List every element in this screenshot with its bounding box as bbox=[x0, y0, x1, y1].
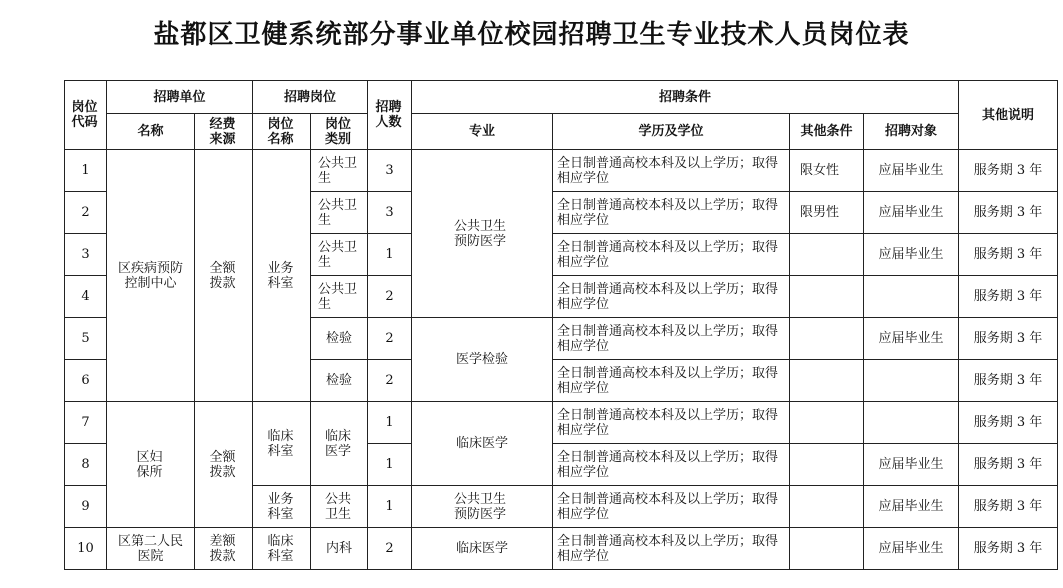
cell-other bbox=[790, 444, 864, 486]
header-education: 学历及学位 bbox=[553, 114, 790, 150]
cell-code: 1 bbox=[65, 150, 107, 192]
header-row-bottom bbox=[65, 114, 1058, 150]
header-major: 专业 bbox=[412, 114, 553, 150]
table-row bbox=[65, 150, 1058, 192]
cell-target bbox=[864, 360, 959, 402]
header-other: 其他条件 bbox=[790, 114, 864, 150]
cell-major: 临床医学 bbox=[412, 528, 553, 570]
cell-post-name: 临床科室 bbox=[253, 528, 311, 570]
cell-remark: 服务期 3 年 bbox=[959, 360, 1058, 402]
cell-post-type: 检验 bbox=[311, 360, 368, 402]
header-unit-group: 招聘单位 bbox=[107, 81, 253, 114]
cell-education: 全日制普通高校本科及以上学历；取得相应学位 bbox=[553, 234, 790, 276]
header-target: 招聘对象 bbox=[864, 114, 959, 150]
cell-count: 3 bbox=[368, 192, 412, 234]
cell-code: 5 bbox=[65, 318, 107, 360]
cell-education: 全日制普通高校本科及以上学历；取得相应学位 bbox=[553, 486, 790, 528]
cell-major: 医学检验 bbox=[412, 318, 553, 402]
cell-target: 应届毕业生 bbox=[864, 234, 959, 276]
cell-target: 应届毕业生 bbox=[864, 318, 959, 360]
cell-remark: 服务期 3 年 bbox=[959, 276, 1058, 318]
cell-count: 1 bbox=[368, 402, 412, 444]
header-count: 招聘人数 bbox=[368, 81, 412, 150]
cell-post-type: 公共卫生 bbox=[311, 150, 368, 192]
cell-post-type: 内科 bbox=[311, 528, 368, 570]
cell-education: 全日制普通高校本科及以上学历；取得相应学位 bbox=[553, 528, 790, 570]
header-unit-name: 名称 bbox=[107, 114, 195, 150]
cell-count: 1 bbox=[368, 486, 412, 528]
cell-count: 3 bbox=[368, 150, 412, 192]
cell-education: 全日制普通高校本科及以上学历；取得相应学位 bbox=[553, 444, 790, 486]
cell-post-name: 业务科室 bbox=[253, 486, 311, 528]
cell-other: 限女性 bbox=[790, 150, 864, 192]
cell-code: 7 bbox=[65, 402, 107, 444]
cell-funding: 全额拨款 bbox=[195, 402, 253, 528]
cell-other bbox=[790, 276, 864, 318]
cell-remark: 服务期 3 年 bbox=[959, 402, 1058, 444]
header-post-name: 岗位名称 bbox=[253, 114, 311, 150]
cell-funding: 全额拨款 bbox=[195, 150, 253, 402]
cell-other bbox=[790, 318, 864, 360]
cell-other bbox=[790, 486, 864, 528]
cell-post-type: 检验 bbox=[311, 318, 368, 360]
header-condition-group: 招聘条件 bbox=[412, 81, 959, 114]
cell-post-type: 临床医学 bbox=[311, 402, 368, 486]
cell-code: 4 bbox=[65, 276, 107, 318]
cell-remark: 服务期 3 年 bbox=[959, 528, 1058, 570]
page-title: 盐都区卫健系统部分事业单位校园招聘卫生专业技术人员岗位表 bbox=[153, 20, 910, 50]
header-remarks: 其他说明 bbox=[959, 81, 1058, 150]
cell-target: 应届毕业生 bbox=[864, 150, 959, 192]
cell-count: 2 bbox=[368, 360, 412, 402]
cell-target bbox=[864, 402, 959, 444]
cell-post-name: 临床科室 bbox=[253, 402, 311, 486]
cell-code: 6 bbox=[65, 360, 107, 402]
cell-unit-name: 区第二人民医院 bbox=[107, 528, 195, 570]
cell-remark: 服务期 3 年 bbox=[959, 234, 1058, 276]
recruitment-table bbox=[64, 80, 1058, 570]
cell-target: 应届毕业生 bbox=[864, 444, 959, 486]
cell-education: 全日制普通高校本科及以上学历；取得相应学位 bbox=[553, 192, 790, 234]
cell-code: 10 bbox=[65, 528, 107, 570]
cell-count: 2 bbox=[368, 276, 412, 318]
cell-post-type: 公共卫生 bbox=[311, 234, 368, 276]
cell-major: 临床医学 bbox=[412, 402, 553, 486]
cell-count: 1 bbox=[368, 234, 412, 276]
cell-remark: 服务期 3 年 bbox=[959, 444, 1058, 486]
cell-education: 全日制普通高校本科及以上学历；取得相应学位 bbox=[553, 318, 790, 360]
cell-other: 限男性 bbox=[790, 192, 864, 234]
header-post-group: 招聘岗位 bbox=[253, 81, 368, 114]
cell-major: 公共卫生预防医学 bbox=[412, 486, 553, 528]
header-funding: 经费来源 bbox=[195, 114, 253, 150]
header-code: 岗位代码 bbox=[65, 81, 107, 150]
cell-code: 9 bbox=[65, 486, 107, 528]
cell-major: 公共卫生预防医学 bbox=[412, 150, 553, 318]
cell-code: 8 bbox=[65, 444, 107, 486]
cell-post-type: 公共卫生 bbox=[311, 192, 368, 234]
table-row bbox=[65, 402, 1058, 444]
cell-count: 2 bbox=[368, 528, 412, 570]
header-row-top bbox=[65, 81, 1058, 114]
cell-target bbox=[864, 276, 959, 318]
cell-unit-name: 区疾病预防控制中心 bbox=[107, 150, 195, 402]
cell-other bbox=[790, 234, 864, 276]
cell-target: 应届毕业生 bbox=[864, 528, 959, 570]
cell-target: 应届毕业生 bbox=[864, 192, 959, 234]
cell-unit-name: 区妇保所 bbox=[107, 402, 195, 528]
cell-remark: 服务期 3 年 bbox=[959, 318, 1058, 360]
cell-funding: 差额拨款 bbox=[195, 528, 253, 570]
cell-remark: 服务期 3 年 bbox=[959, 486, 1058, 528]
cell-count: 1 bbox=[368, 444, 412, 486]
cell-code: 2 bbox=[65, 192, 107, 234]
cell-post-name: 业务科室 bbox=[253, 150, 311, 402]
cell-remark: 服务期 3 年 bbox=[959, 192, 1058, 234]
cell-post-type: 公共卫生 bbox=[311, 486, 368, 528]
cell-education: 全日制普通高校本科及以上学历；取得相应学位 bbox=[553, 402, 790, 444]
cell-education: 全日制普通高校本科及以上学历；取得相应学位 bbox=[553, 276, 790, 318]
cell-other bbox=[790, 528, 864, 570]
cell-other bbox=[790, 360, 864, 402]
cell-code: 3 bbox=[65, 234, 107, 276]
table-row bbox=[65, 528, 1058, 570]
cell-post-type: 公共卫生 bbox=[311, 276, 368, 318]
cell-other bbox=[790, 402, 864, 444]
header-post-type: 岗位类别 bbox=[311, 114, 368, 150]
cell-target: 应届毕业生 bbox=[864, 486, 959, 528]
cell-education: 全日制普通高校本科及以上学历；取得相应学位 bbox=[553, 360, 790, 402]
cell-remark: 服务期 3 年 bbox=[959, 150, 1058, 192]
cell-education: 全日制普通高校本科及以上学历；取得相应学位 bbox=[553, 150, 790, 192]
cell-count: 2 bbox=[368, 318, 412, 360]
